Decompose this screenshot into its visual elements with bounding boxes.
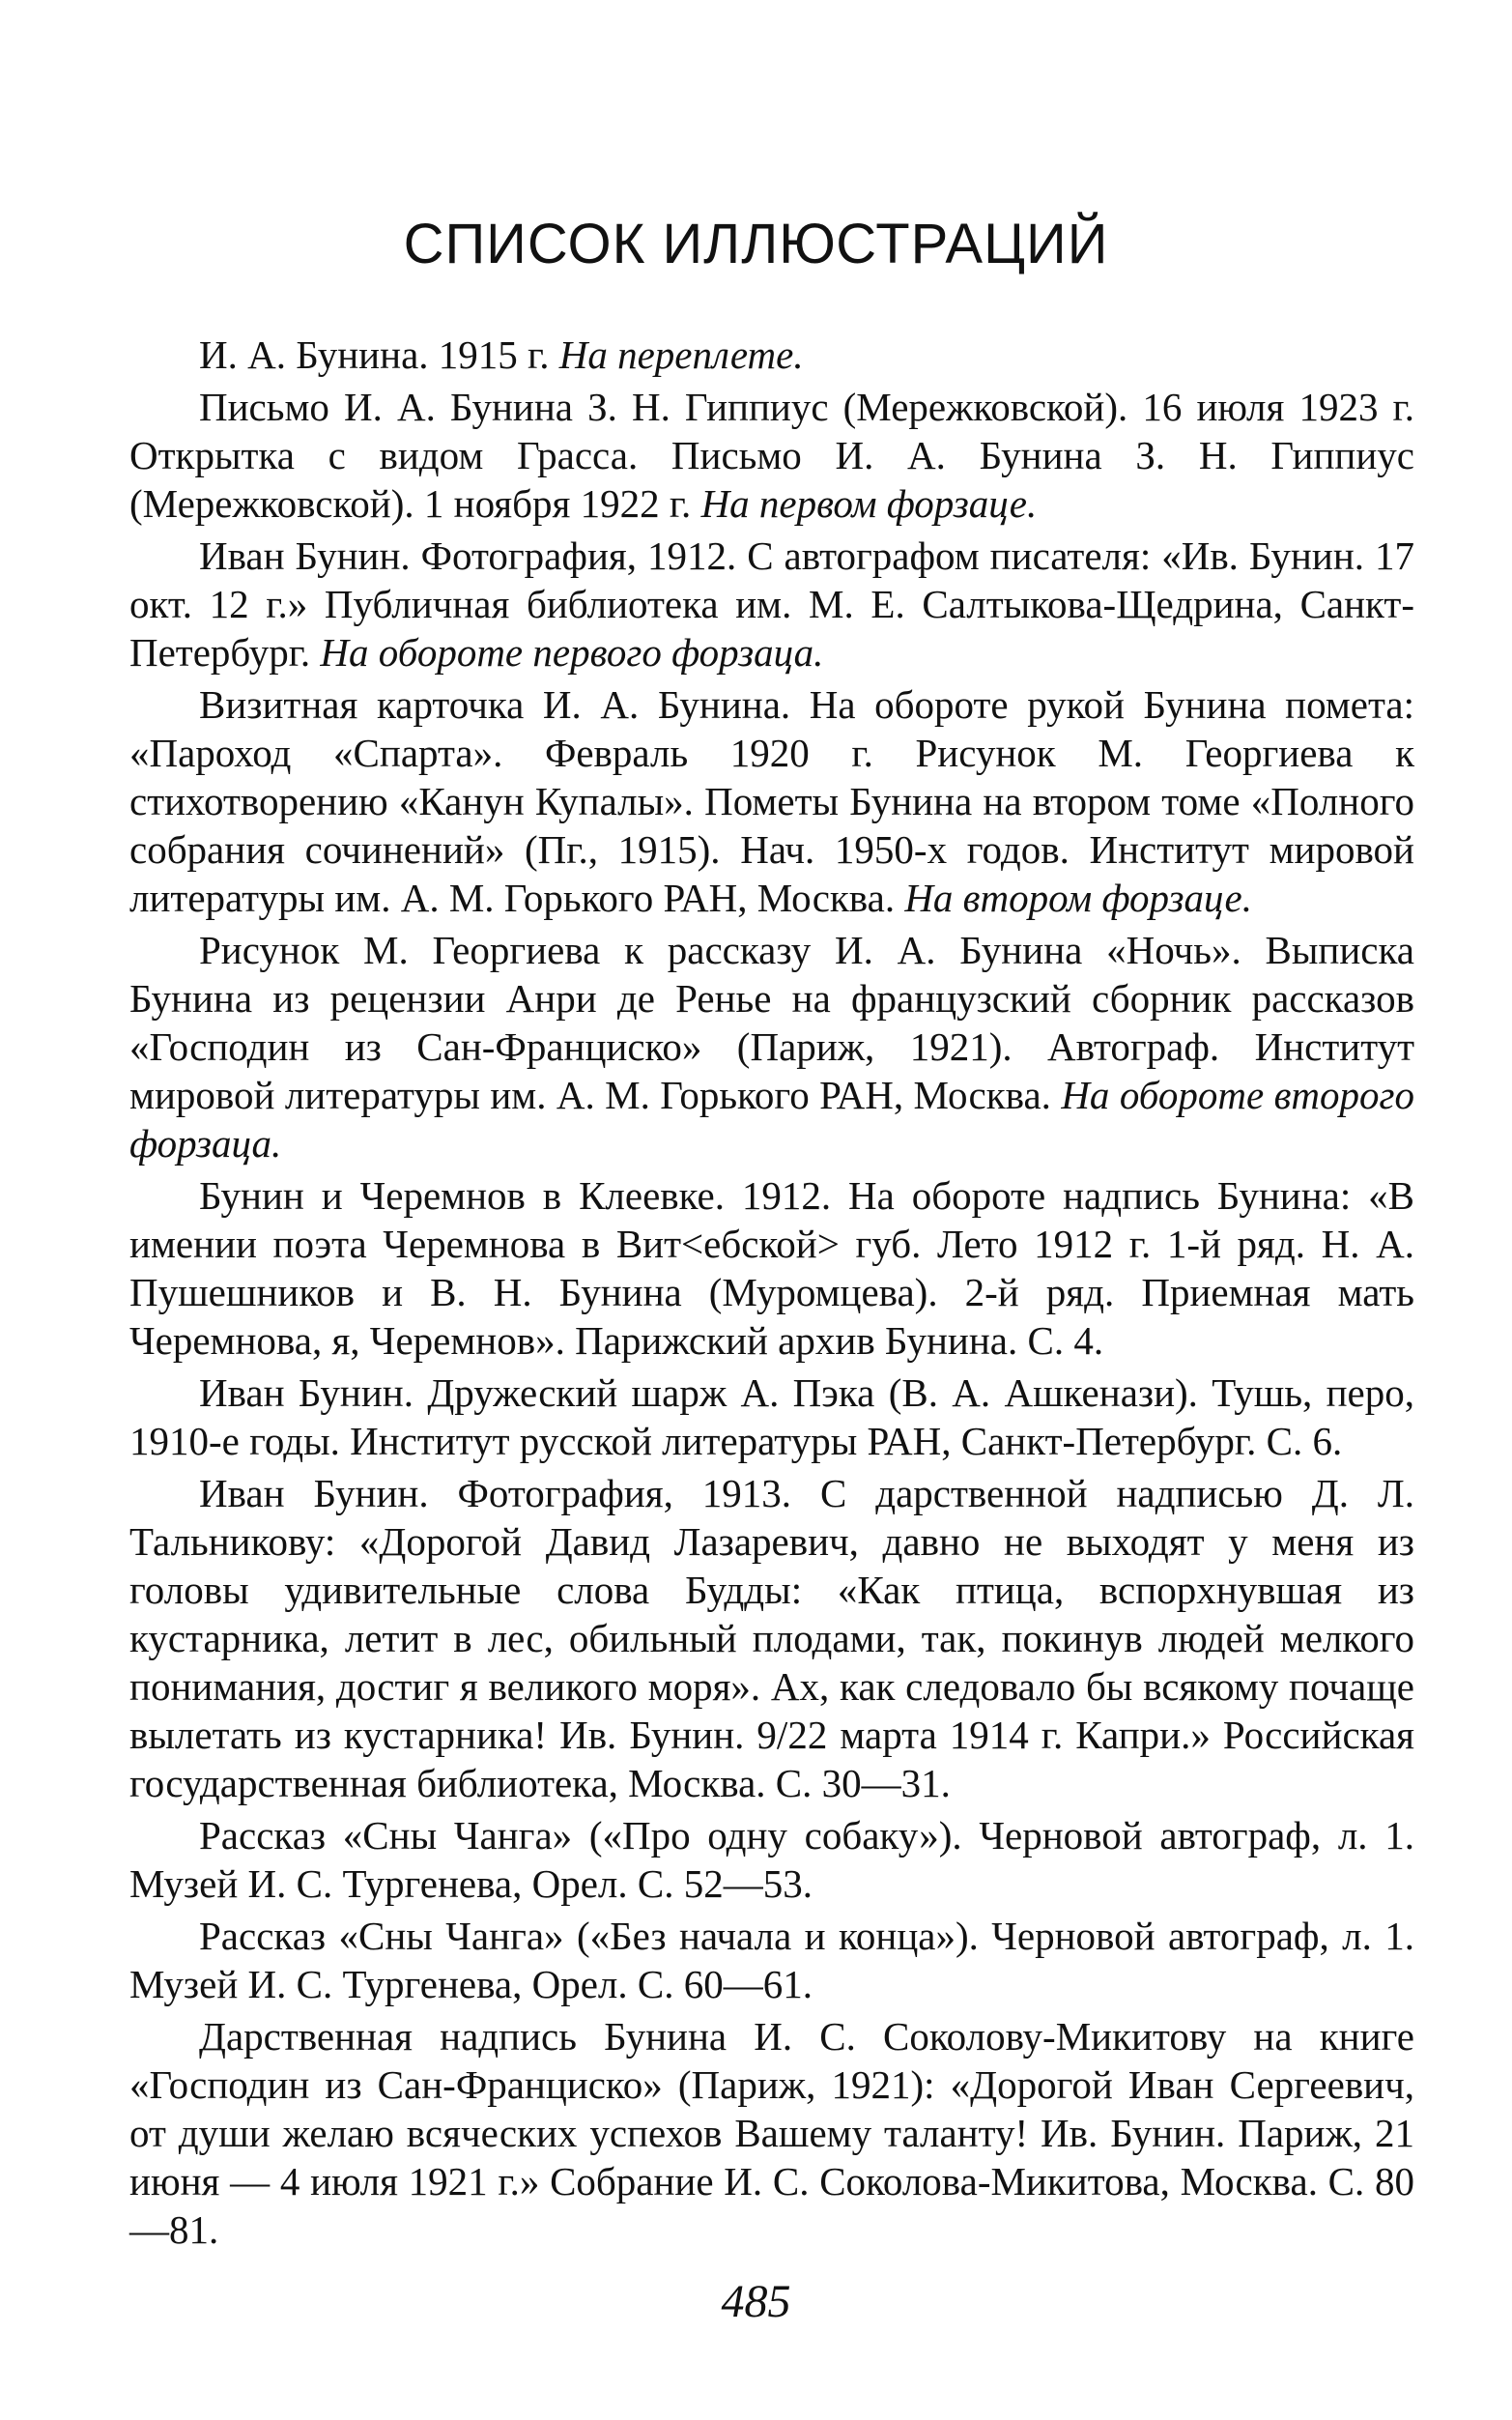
list-item xyxy=(129,2012,1414,2254)
entry-text: Иван Бунин. Дружеский шарж А. Пэка (В. А. Ашкенази). Тушь, перо, 1910-е годы. Институт русской литературы РАН, Санкт-Петербург. С. 6. xyxy=(129,1370,1414,1463)
entry-placement: На обороте второго форзаца. xyxy=(129,1073,1415,1166)
list-item xyxy=(129,1469,1414,1807)
list-item xyxy=(129,1171,1414,1365)
list-item xyxy=(129,1368,1414,1465)
entry-placement: На переплете. xyxy=(558,332,804,377)
entry-text: Рассказ «Сны Чанга» («Без начала и конца»). Черновой автограф, л. 1. Музей И. С. Тургенева, Орел. С. 60—61. xyxy=(129,1914,1414,2006)
entry-text: Дарственная надпись Бунина И. С. Соколову-Микитову на книге «Господин из Сан-Франциско» (Париж, 1921): «Дорогой Иван Сергеевич, от души желаю всяческих успехов Вашему таланту! Ив. Бунин. Париж, 21 июня — 4 июля 1921 г.» Собрание И. С. Соколова-Микитова, Москва. С. 80—81. xyxy=(129,2014,1414,2252)
illustration-list xyxy=(129,331,1414,2258)
list-item xyxy=(129,926,1414,1167)
entry-text: Иван Бунин. Фотография, 1913. С дарственной надписью Д. Л. Тальникову: «Дорогой Давид Лазаревич, давно не выходят у меня из головы удивительные слова Будды: «Как птица, вспорхнувшая из кустарника, летит в лес, обильный плодами, так, покинув людей мелкого понимания, достиг я великого моря». Ах, как следовало бы всякому почаще вылетать из кустарника! Ив. Бунин. 9/22 марта 1914 г. Капри.» Российская государственная библиотека, Москва. С. 30—31. xyxy=(129,1471,1414,1805)
page-number: 485 xyxy=(721,2276,791,2327)
list-item xyxy=(129,1912,1414,2008)
entry-text: Иван Бунин. Фотография, 1912. С автографом писателя: «Ив. Бунин. 17 окт. 12 г.» Публичная библиотека им. М. Е. Салтыкова-Щедрина, Санкт-Петербург. xyxy=(129,533,1414,675)
entry-text: И. А. Бунина. 1915 г. xyxy=(199,332,559,377)
entry-placement: На первом форзаце. xyxy=(700,481,1038,526)
list-item xyxy=(129,331,1414,379)
list-item xyxy=(129,1811,1414,1908)
list-item xyxy=(129,680,1414,922)
entry-text: Письмо И. А. Бунина З. Н. Гиппиус (Мережковской). 16 июля 1923 г. Открытка с видом Грасса. Письмо И. А. Бунина З. Н. Гиппиус (Мережковской). 1 ноября 1922 г. xyxy=(129,385,1414,526)
entry-text: Рисунок М. Георгиева к рассказу И. А. Бунина «Ночь». Выписка Бунина из рецензии Анри де Ренье на французский сборник рассказов «Господин из Сан-Франциско» (Париж, 1921). Автограф. Институт мировой литературы им. А. М. Горького РАН, Москва. xyxy=(129,928,1414,1117)
list-item xyxy=(129,532,1414,677)
entry-placement: На обороте первого форзаца. xyxy=(320,630,824,675)
page-title: СПИСОК ИЛЛЮСТРАЦИЙ xyxy=(403,213,1109,275)
entry-text: Визитная карточка И. А. Бунина. На обороте рукой Бунина помета: «Пароход «Спарта». Февраль 1920 г. Рисунок М. Георгиева к стихотворению «Канун Купалы». Пометы Бунина на втором томе «Полного собрания сочинений» (Пг., 1915). Нач. 1950-х годов. Институт мировой литературы им. А. М. Горького РАН, Москва. xyxy=(129,682,1414,920)
entry-text: Рассказ «Сны Чанга» («Про одну собаку»). Черновой автограф, л. 1. Музей И. С. Тургенева, Орел. С. 52—53. xyxy=(129,1813,1414,1906)
entry-placement: На втором форзаце. xyxy=(904,876,1252,920)
list-item xyxy=(129,383,1414,528)
entry-text: Бунин и Черемнов в Клеевке. 1912. На обороте надпись Бунина: «В имении поэта Черемнова в Вит<ебской> губ. Лето 1912 г. 1-й ряд. Н. А. Пушешников и В. Н. Бунина (Муромцева). 2-й ряд. Приемная мать Черемнова, я, Черемнов». Парижский архив Бунина. С. 4. xyxy=(129,1173,1414,1363)
